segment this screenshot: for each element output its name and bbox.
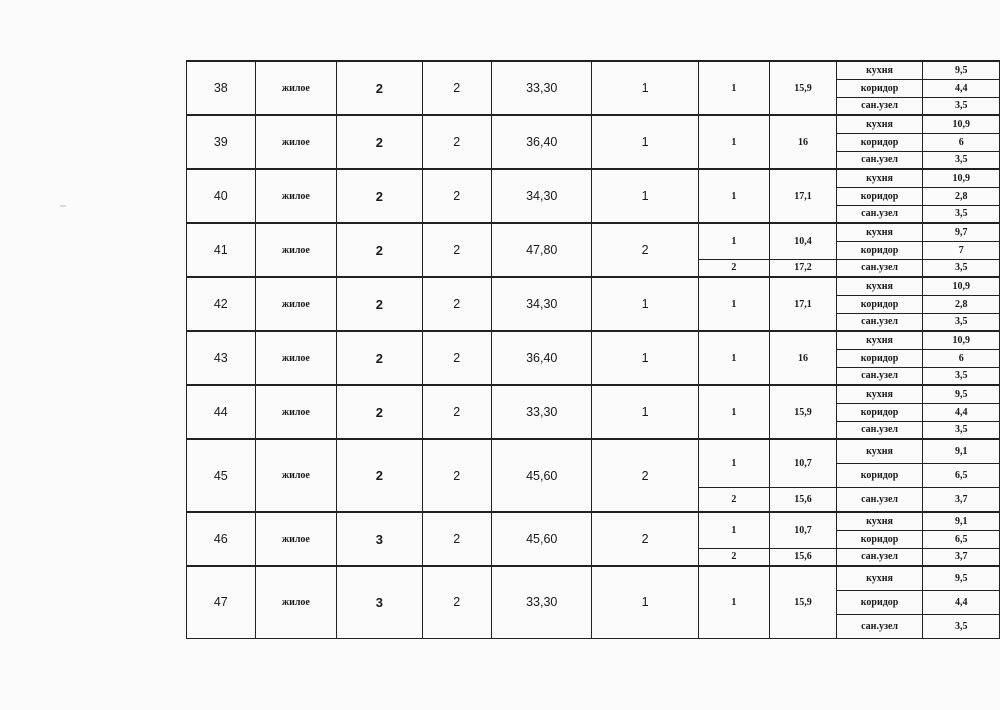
aux-room-area: 9,5 <box>923 566 1000 590</box>
aux-room-name: кухня <box>836 115 923 133</box>
total-area: 33,30 <box>492 385 592 439</box>
aux-room-name: кухня <box>836 512 923 530</box>
apartment-number: 38 <box>187 61 256 115</box>
floor-number: 2 <box>337 61 422 115</box>
apartment-number: 46 <box>187 512 256 566</box>
room-area: 10,7 <box>770 439 837 487</box>
aux-room-name: сан.узел <box>836 259 923 277</box>
aux-room-area: 3,7 <box>923 548 1000 566</box>
total-area: 36,40 <box>492 331 592 385</box>
premises-type: жилое <box>255 61 337 115</box>
aux-room-area: 10,9 <box>923 169 1000 187</box>
column-4-value: 2 <box>422 512 492 566</box>
floor-number: 2 <box>337 169 422 223</box>
aux-room-area: 6,5 <box>923 530 1000 548</box>
aux-room-area: 9,5 <box>923 385 1000 403</box>
aux-room-area: 10,9 <box>923 331 1000 349</box>
column-4-value: 2 <box>422 61 492 115</box>
total-area: 45,60 <box>492 439 592 512</box>
rooms-count: 1 <box>592 385 698 439</box>
room-number: 1 <box>698 439 769 487</box>
aux-room-name: кухня <box>836 169 923 187</box>
aux-room-name: сан.узел <box>836 151 923 169</box>
room-area: 15,9 <box>770 61 837 115</box>
room-area: 17,1 <box>770 169 837 223</box>
aux-room-name: сан.узел <box>836 97 923 115</box>
aux-room-area: 3,5 <box>923 97 1000 115</box>
table-row <box>187 512 1000 530</box>
room-area: 10,4 <box>770 223 837 259</box>
room-area: 17,1 <box>770 277 837 331</box>
room-number: 1 <box>698 61 769 115</box>
table-row <box>187 439 1000 463</box>
column-4-value: 2 <box>422 331 492 385</box>
apartment-number: 43 <box>187 331 256 385</box>
total-area: 34,30 <box>492 277 592 331</box>
room-area: 10,7 <box>770 512 837 548</box>
aux-room-name: сан.узел <box>836 487 923 512</box>
floor-number: 2 <box>337 439 422 512</box>
aux-room-area: 4,4 <box>923 590 1000 614</box>
apartment-number: 39 <box>187 115 256 169</box>
rooms-count: 2 <box>592 512 698 566</box>
premises-type: жилое <box>255 115 337 169</box>
premises-type: жилое <box>255 277 337 331</box>
aux-room-name: кухня <box>836 331 923 349</box>
aux-room-area: 9,1 <box>923 439 1000 463</box>
total-area: 33,30 <box>492 61 592 115</box>
floor-number: 2 <box>337 385 422 439</box>
premises-type: жилое <box>255 439 337 512</box>
apartment-number: 44 <box>187 385 256 439</box>
floor-number: 2 <box>337 331 422 385</box>
aux-room-name: сан.узел <box>836 313 923 331</box>
scan-smudge <box>60 205 66 207</box>
room-area: 15,9 <box>770 566 837 638</box>
aux-room-area: 6 <box>923 133 1000 151</box>
aux-room-name: коридор <box>836 403 923 421</box>
table-row <box>187 223 1000 241</box>
apartment-number: 47 <box>187 566 256 638</box>
room-number: 1 <box>698 277 769 331</box>
table-body <box>187 61 1000 638</box>
rooms-count: 2 <box>592 223 698 277</box>
room-area: 15,6 <box>770 548 837 566</box>
room-area: 17,2 <box>770 259 837 277</box>
premises-type: жилое <box>255 385 337 439</box>
aux-room-name: коридор <box>836 463 923 487</box>
aux-room-name: коридор <box>836 187 923 205</box>
table-row <box>187 61 1000 79</box>
column-4-value: 2 <box>422 169 492 223</box>
column-4-value: 2 <box>422 277 492 331</box>
room-number: 2 <box>698 548 769 566</box>
room-number: 1 <box>698 169 769 223</box>
aux-room-name: коридор <box>836 295 923 313</box>
apartment-number: 40 <box>187 169 256 223</box>
apartment-table <box>186 60 1000 639</box>
column-4-value: 2 <box>422 385 492 439</box>
aux-room-name: сан.узел <box>836 367 923 385</box>
aux-room-area: 3,7 <box>923 487 1000 512</box>
aux-room-name: коридор <box>836 349 923 367</box>
aux-room-area: 9,5 <box>923 61 1000 79</box>
apartment-number: 45 <box>187 439 256 512</box>
aux-room-area: 4,4 <box>923 79 1000 97</box>
aux-room-name: сан.узел <box>836 614 923 638</box>
total-area: 34,30 <box>492 169 592 223</box>
aux-room-area: 3,5 <box>923 367 1000 385</box>
rooms-count: 1 <box>592 169 698 223</box>
aux-room-area: 4,4 <box>923 403 1000 421</box>
room-number: 1 <box>698 115 769 169</box>
floor-number: 2 <box>337 223 422 277</box>
room-area: 16 <box>770 115 837 169</box>
aux-room-area: 2,8 <box>923 187 1000 205</box>
column-4-value: 2 <box>422 566 492 638</box>
apartment-number: 42 <box>187 277 256 331</box>
aux-room-area: 10,9 <box>923 115 1000 133</box>
total-area: 45,60 <box>492 512 592 566</box>
room-number: 2 <box>698 259 769 277</box>
room-number: 2 <box>698 487 769 512</box>
premises-type: жилое <box>255 223 337 277</box>
table-row <box>187 169 1000 187</box>
floor-number: 2 <box>337 115 422 169</box>
aux-room-area: 6,5 <box>923 463 1000 487</box>
aux-room-area: 3,5 <box>923 421 1000 439</box>
rooms-count: 1 <box>592 331 698 385</box>
aux-room-name: сан.узел <box>836 548 923 566</box>
aux-room-area: 6 <box>923 349 1000 367</box>
room-number: 1 <box>698 566 769 638</box>
table-row <box>187 115 1000 133</box>
aux-room-area: 3,5 <box>923 259 1000 277</box>
aux-room-name: кухня <box>836 277 923 295</box>
room-number: 1 <box>698 385 769 439</box>
total-area: 33,30 <box>492 566 592 638</box>
total-area: 36,40 <box>492 115 592 169</box>
aux-room-name: кухня <box>836 385 923 403</box>
room-area: 15,6 <box>770 487 837 512</box>
premises-type: жилое <box>255 169 337 223</box>
aux-room-area: 3,5 <box>923 205 1000 223</box>
aux-room-name: сан.узел <box>836 205 923 223</box>
aux-room-name: кухня <box>836 223 923 241</box>
premises-type: жилое <box>255 331 337 385</box>
room-number: 1 <box>698 512 769 548</box>
rooms-count: 1 <box>592 115 698 169</box>
aux-room-area: 9,7 <box>923 223 1000 241</box>
premises-type: жилое <box>255 566 337 638</box>
rooms-count: 1 <box>592 61 698 115</box>
room-number: 1 <box>698 331 769 385</box>
aux-room-name: кухня <box>836 61 923 79</box>
aux-room-area: 7 <box>923 241 1000 259</box>
rooms-count: 1 <box>592 566 698 638</box>
aux-room-area: 3,5 <box>923 151 1000 169</box>
aux-room-name: кухня <box>836 439 923 463</box>
rooms-count: 2 <box>592 439 698 512</box>
room-number: 1 <box>698 223 769 259</box>
aux-room-name: коридор <box>836 133 923 151</box>
premises-type: жилое <box>255 512 337 566</box>
room-area: 15,9 <box>770 385 837 439</box>
column-4-value: 2 <box>422 439 492 512</box>
table-row <box>187 566 1000 590</box>
floor-number: 3 <box>337 566 422 638</box>
aux-room-area: 9,1 <box>923 512 1000 530</box>
table-row <box>187 385 1000 403</box>
total-area: 47,80 <box>492 223 592 277</box>
aux-room-area: 2,8 <box>923 295 1000 313</box>
floor-number: 3 <box>337 512 422 566</box>
aux-room-name: коридор <box>836 590 923 614</box>
aux-room-area: 3,5 <box>923 614 1000 638</box>
table-row <box>187 277 1000 295</box>
rooms-count: 1 <box>592 277 698 331</box>
aux-room-area: 10,9 <box>923 277 1000 295</box>
aux-room-name: кухня <box>836 566 923 590</box>
column-4-value: 2 <box>422 115 492 169</box>
room-area: 16 <box>770 331 837 385</box>
aux-room-name: коридор <box>836 241 923 259</box>
column-4-value: 2 <box>422 223 492 277</box>
aux-room-name: коридор <box>836 79 923 97</box>
table-row <box>187 331 1000 349</box>
apartment-number: 41 <box>187 223 256 277</box>
aux-room-name: сан.узел <box>836 421 923 439</box>
aux-room-name: коридор <box>836 530 923 548</box>
floor-number: 2 <box>337 277 422 331</box>
aux-room-area: 3,5 <box>923 313 1000 331</box>
